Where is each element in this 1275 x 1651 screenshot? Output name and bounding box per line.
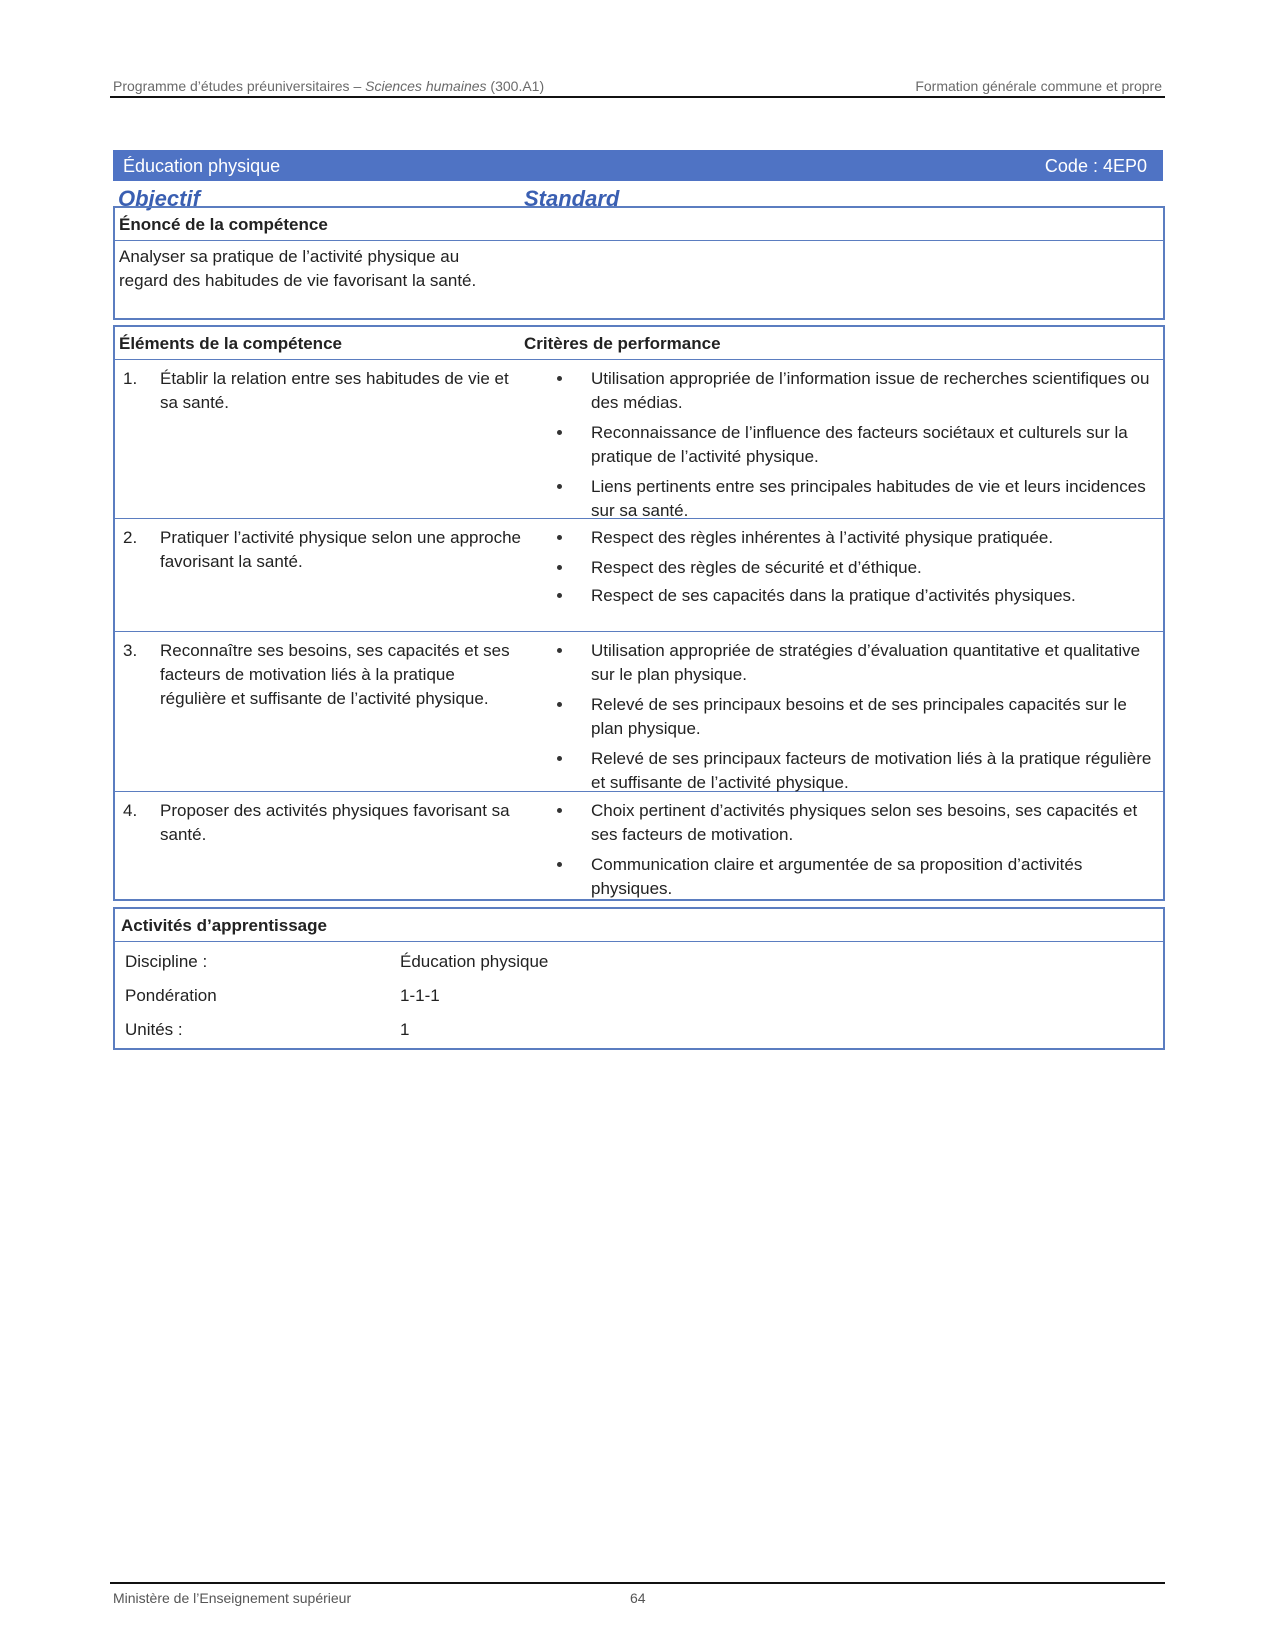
element-row-1 bbox=[115, 360, 1163, 519]
competence-elements-box bbox=[113, 325, 1165, 901]
criterion-item: Relevé de ses principaux besoins et de ses principales capacités sur le plan physique. bbox=[553, 693, 1163, 741]
activites-heading-row bbox=[115, 909, 1163, 942]
bullet-icon bbox=[557, 808, 562, 813]
criterion-item: Liens pertinents entre ses principales habitudes de vie et leurs incidences sur sa santé. bbox=[553, 475, 1163, 523]
course-title: Éducation physique bbox=[123, 156, 281, 176]
element-number: 4. bbox=[123, 801, 138, 820]
element-row-4 bbox=[115, 792, 1163, 896]
element-text: Proposer des activités physiques favorisant sa santé. bbox=[160, 801, 510, 844]
criteria-list-1 bbox=[553, 367, 1163, 529]
page-header bbox=[110, 76, 1165, 98]
unites-label: Unités : bbox=[125, 1020, 183, 1039]
ponderation-value: 1-1-1 bbox=[400, 986, 440, 1005]
criterion-item: Utilisation appropriée de stratégies d’évaluation quantitative et qualitative sur le plan physique. bbox=[553, 639, 1163, 687]
unites-value: 1 bbox=[400, 1020, 410, 1039]
bullet-icon bbox=[557, 376, 562, 381]
criterion-item: Respect de ses capacités dans la pratique d’activités physiques. bbox=[553, 584, 1163, 608]
criterion-item: Respect des règles inhérentes à l’activité physique pratiquée. bbox=[553, 526, 1163, 550]
bullet-icon bbox=[557, 430, 562, 435]
enonce-heading-row bbox=[115, 208, 1163, 241]
ponderation-label: Pondération bbox=[125, 986, 217, 1005]
criteria-list-4 bbox=[553, 799, 1163, 907]
objectif-label: Objectif bbox=[118, 186, 200, 211]
element-text: Reconnaître ses besoins, ses capacités et ses facteurs de motivation liés à la pratique régulière et suffisante de l’activité physique. bbox=[160, 641, 510, 708]
activites-heading: Activités d’apprentissage bbox=[121, 916, 327, 935]
bullet-icon bbox=[557, 535, 562, 540]
footer-ministry: Ministère de l’Enseignement supérieur bbox=[113, 1590, 352, 1606]
bullet-icon bbox=[557, 756, 562, 761]
discipline-label: Discipline : bbox=[125, 952, 208, 971]
discipline-value: Éducation physique bbox=[400, 952, 549, 971]
element-row-2 bbox=[115, 519, 1163, 632]
course-code: Code : 4EP0 bbox=[1044, 156, 1147, 176]
criterion-item: Utilisation appropriée de l’information issue de recherches scientifiques ou des médias. bbox=[553, 367, 1163, 415]
bullet-icon bbox=[557, 565, 562, 570]
bullet-icon bbox=[557, 593, 562, 598]
criteria-list-3 bbox=[553, 639, 1163, 801]
element-number: 3. bbox=[123, 641, 138, 660]
activites-box bbox=[113, 907, 1165, 1050]
bullet-icon bbox=[557, 484, 562, 489]
element-text: Établir la relation entre ses habitudes de vie et sa santé. bbox=[160, 369, 509, 412]
element-number: 2. bbox=[123, 528, 138, 547]
enonce-box bbox=[113, 206, 1165, 320]
element-row-3 bbox=[115, 632, 1163, 792]
criterion-item: Respect des règles de sécurité et d’éthique. bbox=[553, 556, 1163, 580]
criterion-item: Reconnaissance de l’influence des facteurs sociétaux et culturels sur la pratique de l’activité physique. bbox=[553, 421, 1163, 469]
criteria-heading: Critères de performance bbox=[524, 334, 721, 353]
bullet-icon bbox=[557, 702, 562, 707]
enonce-text: Analyser sa pratique de l’activité physique au regard des habitudes de vie favorisant la santé. bbox=[119, 247, 477, 290]
bullet-icon bbox=[557, 648, 562, 653]
elements-heading-row bbox=[115, 327, 1163, 360]
standard-label: Standard bbox=[524, 186, 620, 211]
criterion-item: Relevé de ses principaux facteurs de motivation liés à la pratique régulière et suffisante de l’activité physique. bbox=[553, 747, 1163, 795]
element-number: 1. bbox=[123, 369, 138, 388]
course-title-bar bbox=[113, 150, 1163, 181]
page-footer bbox=[110, 1582, 1165, 1604]
elements-heading: Éléments de la compétence bbox=[119, 334, 342, 353]
header-program: Programme d’études préuniversitaires – Sciences humaines (300.A1) bbox=[113, 78, 545, 94]
element-text: Pratiquer l’activité physique selon une approche favorisant la santé. bbox=[160, 528, 522, 571]
criterion-item: Communication claire et argumentée de sa proposition d’activités physiques. bbox=[553, 853, 1163, 901]
criteria-list-2 bbox=[553, 526, 1163, 614]
bullet-icon bbox=[557, 862, 562, 867]
header-formation: Formation générale commune et propre bbox=[915, 78, 1162, 94]
criterion-item: Choix pertinent d’activités physiques selon ses besoins, ses capacités et ses facteurs de motivation. bbox=[553, 799, 1163, 847]
page-number: 64 bbox=[630, 1590, 646, 1606]
enonce-heading: Énoncé de la compétence bbox=[119, 215, 328, 234]
